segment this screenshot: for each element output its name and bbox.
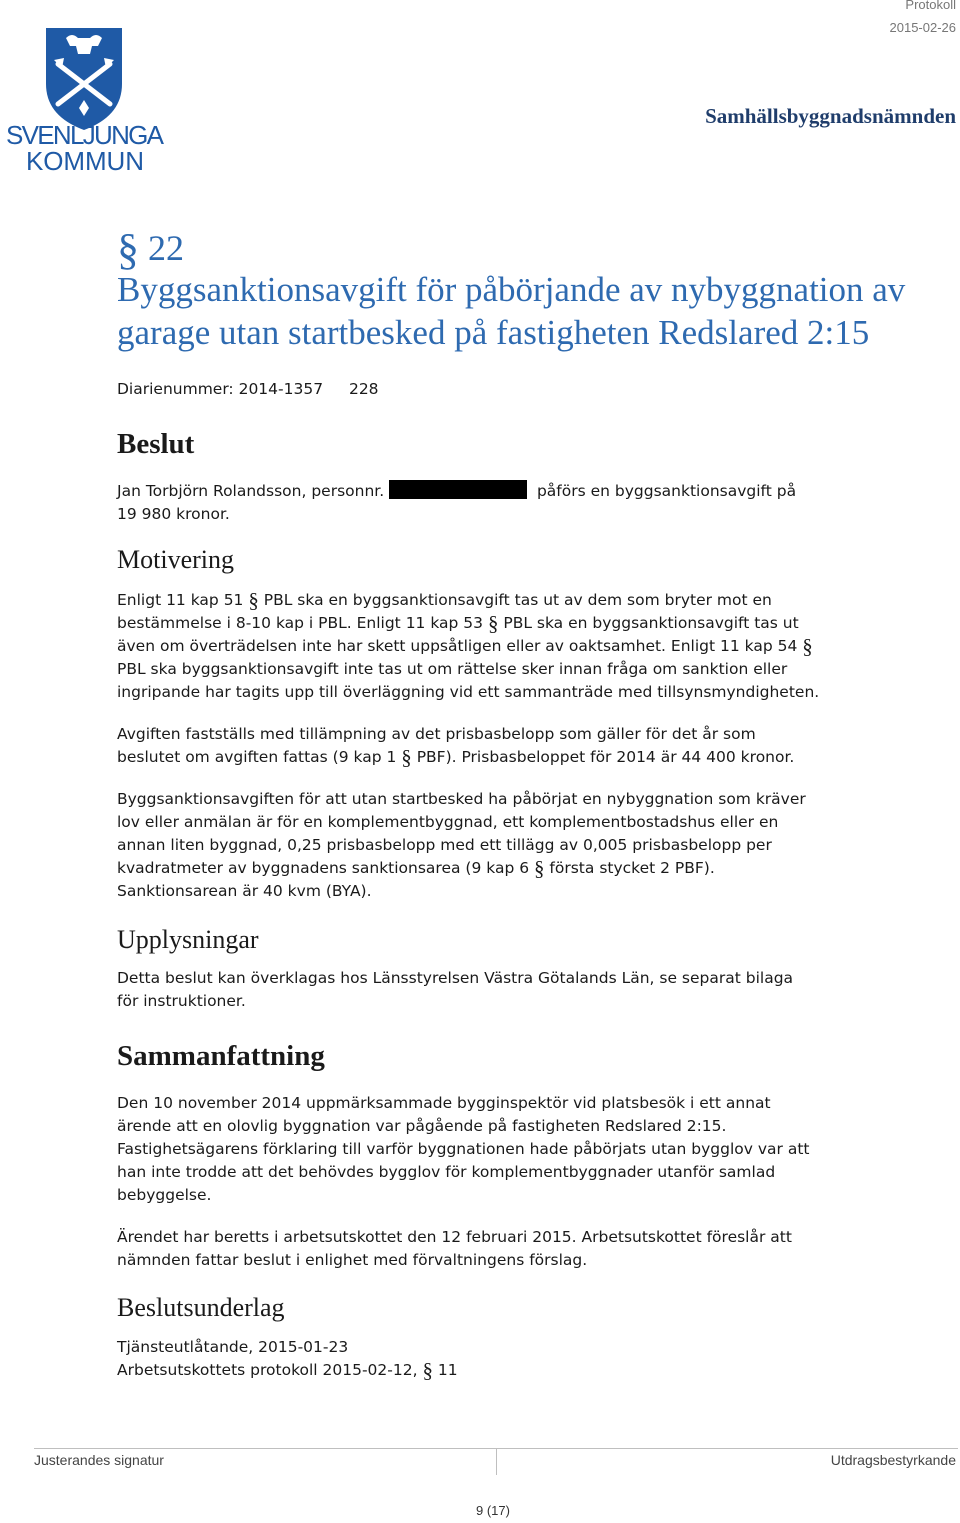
text-line: Ärendet har beretts i arbetsutskottet den 12 februari 2015. Arbetsutskottet föreslår att [117,1228,792,1246]
text-span: 11 [437,1361,458,1379]
beslut-line1-b: påförs en byggsanktionsavgift på [536,482,797,500]
paragraph-heading [117,225,184,274]
text-span: kvadratmeter av byggnadens sanktionsarea (9 kap 6 [117,859,530,877]
upplysningar-text [117,967,877,1013]
section-symbol: § [248,588,259,613]
text-line: Avgiften fastställs med tillämpning av det prisbasbelopp som gäller för det år som [117,725,756,743]
motivering-paragraph-1 [117,589,907,704]
footer-certification-label: Utdragsbestyrkande [830,1452,956,1468]
text-line: Sanktionsarean är 40 kvm (BYA). [117,882,372,900]
beslut-heading: Beslut [117,428,195,460]
text-span: PBL ska en byggsanktionsavgift tas ut av dem som bryter mot en [263,591,772,609]
text-line: annan liten byggnad, 0,25 prisbasbelopp med ett tillägg av 0,005 prisbasbelopp per [117,836,772,854]
text-span: bestämmelse i 8-10 kap i PBL. Enligt 11 kap 53 [117,614,484,632]
text-span: Arbetsutskottets protokoll 2015-02-12, [117,1361,418,1379]
diarienummer-label: Diarienummer: 2014-1357 [117,380,324,398]
motivering-paragraph-3 [117,788,877,903]
section-symbol: § [802,634,813,659]
text-span: PBL ska en byggsanktionsavgift tas ut [503,614,799,632]
document-date: 2015-02-26 [889,20,956,35]
text-span: Enligt 11 kap 51 [117,591,244,609]
coat-of-arms-icon [4,24,166,174]
section-symbol: § [534,856,545,881]
motivering-heading: Motivering [117,545,234,574]
logo-text-line2: KOMMUN [26,146,144,174]
text-span: PBF). Prisbasbeloppet för 2014 är 44 400 kronor. [416,748,795,766]
document-type: Protokoll [905,0,956,12]
upplysningar-heading: Upplysningar [117,925,259,954]
page-number: 9 (17) [476,1503,510,1518]
text-line: ingripande har tagits upp till överläggning vid ett sammanträde med tillsynsmyndigheten. [117,683,820,701]
paragraph-number: 22 [148,228,184,268]
motivering-paragraph-2 [117,723,877,769]
sammanfattning-paragraph-2 [117,1226,877,1272]
text-line: bebyggelse. [117,1186,212,1204]
text-span: beslutet om avgiften fattas (9 kap 1 [117,748,397,766]
beslutsunderlag-list [117,1336,877,1382]
footer-signature-label: Justerandes signatur [34,1452,164,1468]
case-title-line1: Byggsanktionsavgift för påbörjande av nybyggnation av [117,270,906,309]
sammanfattning-heading: Sammanfattning [117,1040,325,1072]
text-line: för instruktioner. [117,992,246,1010]
text-line: Den 10 november 2014 uppmärksammade bygginspektör vid platsbesök i ett annat [117,1094,771,1112]
footer-divider [496,1449,497,1475]
text-line: nämnden fattar beslut i enlighet med förvaltningens förslag. [117,1251,588,1269]
beslut-text [117,480,877,526]
logo-text-line1: SVENLJUNGA [6,120,164,150]
municipality-logo [4,24,166,174]
text-line: Detta beslut kan överklagas hos Länsstyrelsen Västra Götalands Län, se separat bilaga [117,969,794,987]
diarienummer-extra: 228 [348,380,379,398]
diarienummer [117,378,877,401]
case-title [117,268,957,354]
text-line: han inte trodde att det behövdes bygglov för komplementbyggnader utanför samlad [117,1163,776,1181]
sammanfattning-paragraph-1 [117,1092,877,1207]
committee-name: Samhällsbyggnadsnämnden [705,104,956,128]
beslut-line1-a: Jan Torbjörn Rolandsson, personnr. [117,482,385,500]
text-line: Tjänsteutlåtande, 2015-01-23 [117,1338,349,1356]
section-symbol: § [422,1358,433,1383]
case-title-line2: garage utan startbesked på fastigheten Redslared 2:15 [117,313,870,352]
beslutsunderlag-heading: Beslutsunderlag [117,1293,285,1322]
text-line: PBL ska byggsanktionsavgift inte tas ut om rättelse sker innan fråga om sanktion eller [117,660,788,678]
section-symbol: § [487,611,499,636]
text-span: även om överträdelsen inte har skett uppsåtligen eller av oaktsamhet. Enligt 11 kap 54 [117,637,798,655]
redacted-block [389,480,527,499]
text-line: ärende att en olovlig byggnation var pågående på fastigheten Redslared 2:15. [117,1117,727,1135]
text-line: Fastighetsägarens förklaring till varför byggnationen hade påbörjats utan bygglov var att [117,1140,810,1158]
text-line: Byggsanktionsavgiften för att utan startbesked ha påbörjat en nybyggnation som kräver [117,790,806,808]
text-span: första stycket 2 PBF). [549,859,715,877]
text-line: lov eller anmälan är för en komplementbyggnad, ett komplementbostadshus eller en [117,813,779,831]
section-symbol: § [401,745,412,770]
beslut-line2: 19 980 kronor. [117,505,230,523]
section-symbol: § [117,225,139,274]
